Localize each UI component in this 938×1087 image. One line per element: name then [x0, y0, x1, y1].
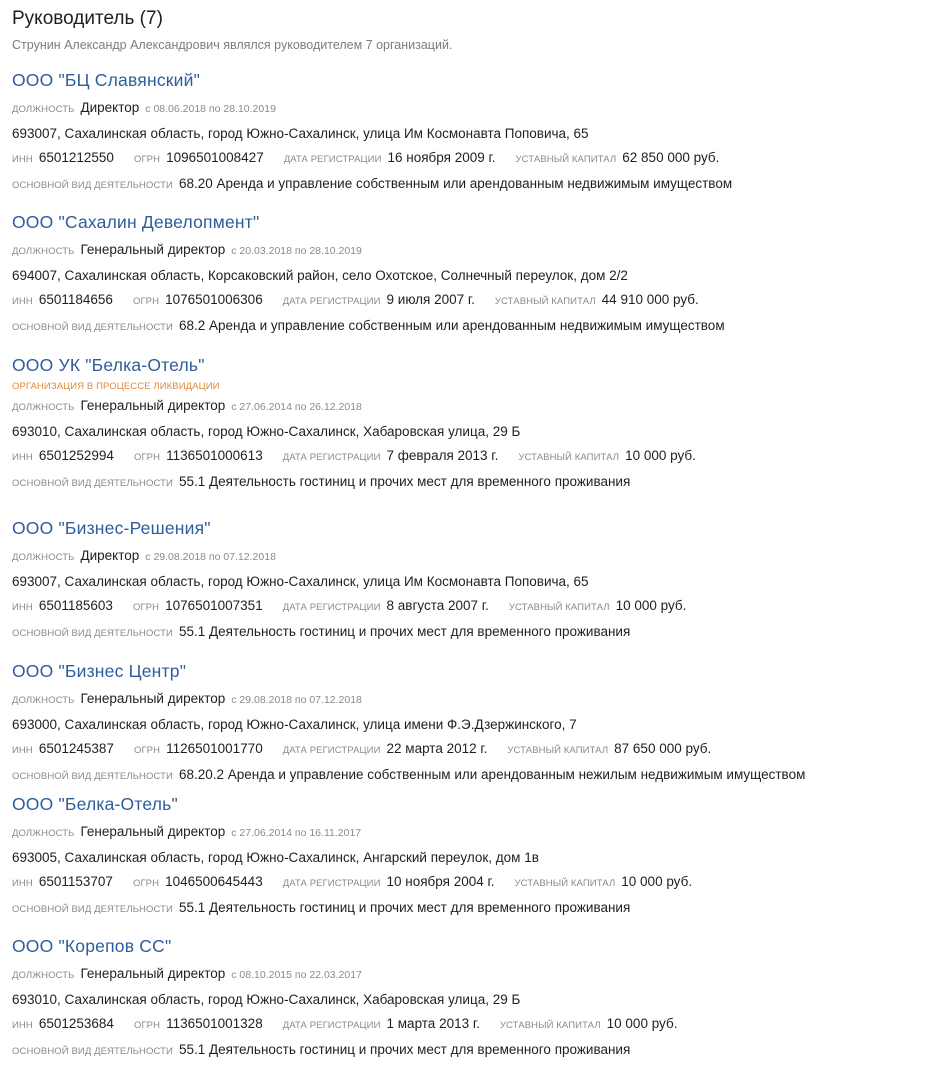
capital-label: УСТАВНЫЙ КАПИТАЛ — [515, 154, 617, 165]
activity-label: ОСНОВНОЙ ВИД ДЕЯТЕЛЬНОСТИ — [12, 628, 173, 639]
activity-label: ОСНОВНОЙ ВИД ДЕЯТЕЛЬНОСТИ — [12, 180, 173, 191]
registry-row — [12, 739, 932, 761]
ogrn-value: 1136501000613 — [166, 448, 263, 463]
ogrn-value: 1096501008427 — [166, 150, 264, 165]
address-value: 694007, Сахалинская область, Корсаковский район, село Охотское, Солнечный переулок, дом 2/2 — [12, 268, 628, 283]
position-value: Генеральный директор — [80, 691, 226, 706]
activity-row — [12, 174, 932, 196]
reg-date-value: 7 февраля 2013 г. — [386, 448, 499, 463]
reg-date-label: ДАТА РЕГИСТРАЦИИ — [282, 296, 381, 307]
reg-date-value: 8 августа 2007 г. — [386, 598, 489, 613]
capital-label: УСТАВНЫЙ КАПИТАЛ — [507, 745, 609, 756]
position-period: с 20.03.2018 по 28.10.2019 — [231, 245, 362, 257]
capital-label: УСТАВНЫЙ КАПИТАЛ — [518, 452, 620, 463]
position-row — [12, 396, 932, 418]
activity-value: 68.2 Аренда и управление собственным или арендованным недвижимым имуществом — [178, 318, 725, 333]
registry-row — [12, 1014, 932, 1036]
capital-value: 10 000 руб. — [621, 874, 693, 889]
position-value: Генеральный директор — [80, 824, 226, 839]
ogrn-label: ОГРН — [133, 452, 161, 463]
capital-value: 10 000 руб. — [606, 1016, 678, 1031]
capital-label: УСТАВНЫЙ КАПИТАЛ — [494, 296, 596, 307]
activity-row — [12, 898, 932, 920]
organization-card — [12, 68, 932, 196]
organization-card — [12, 210, 932, 338]
organization-card — [12, 792, 932, 920]
ogrn-value: 1136501001328 — [166, 1016, 263, 1031]
activity-value: 55.1 Деятельность гостиниц и прочих мест для временного проживания — [178, 1042, 631, 1057]
reg-date-value: 1 марта 2013 г. — [386, 1016, 480, 1031]
address-row — [12, 715, 932, 735]
inn-value: 6501245387 — [38, 741, 114, 756]
address-value: 693007, Сахалинская область, город Южно-Сахалинск, улица Им Космонавта Поповича, 65 — [12, 126, 589, 141]
capital-label: УСТАВНЫЙ КАПИТАЛ — [508, 602, 610, 613]
reg-date-value: 10 ноября 2004 г. — [386, 874, 495, 889]
activity-label: ОСНОВНОЙ ВИД ДЕЯТЕЛЬНОСТИ — [12, 478, 173, 489]
reg-date-value: 9 июля 2007 г. — [386, 292, 475, 307]
activity-value: 68.20.2 Аренда и управление собственным или арендованным нежилым недвижимым имуществом — [178, 767, 806, 782]
activity-row — [12, 1040, 932, 1062]
activity-row — [12, 472, 932, 494]
capital-label: УСТАВНЫЙ КАПИТАЛ — [514, 878, 616, 889]
address-row — [12, 848, 932, 868]
reg-date-value: 16 ноября 2009 г. — [387, 150, 496, 165]
position-value: Директор — [80, 100, 140, 115]
position-row — [12, 689, 932, 711]
inn-label: ИНН — [12, 745, 33, 756]
position-period: с 29.08.2018 по 07.12.2018 — [231, 694, 362, 706]
ogrn-value: 1126501001770 — [166, 741, 263, 756]
address-row — [12, 572, 932, 592]
reg-date-label: ДАТА РЕГИСТРАЦИИ — [282, 878, 381, 889]
reg-date-value: 22 марта 2012 г. — [386, 741, 488, 756]
organization-card — [12, 659, 932, 787]
capital-value: 10 000 руб. — [615, 598, 687, 613]
ogrn-label: ОГРН — [133, 1020, 161, 1031]
activity-row — [12, 622, 932, 644]
address-value: 693010, Сахалинская область, город Южно-Сахалинск, Хабаровская улица, 29 Б — [12, 992, 521, 1007]
reg-date-label: ДАТА РЕГИСТРАЦИИ — [283, 154, 382, 165]
position-row — [12, 98, 932, 120]
organization-name-link[interactable]: ООО "Бизнес Центр" — [12, 661, 187, 681]
inn-value: 6501253684 — [38, 1016, 114, 1031]
capital-value: 62 850 000 руб. — [622, 150, 720, 165]
activity-label: ОСНОВНОЙ ВИД ДЕЯТЕЛЬНОСТИ — [12, 904, 173, 915]
section-title: Руководитель (7) — [12, 8, 163, 29]
address-value: 693000, Сахалинская область, город Южно-Сахалинск, улица имени Ф.Э.Дзержинского, 7 — [12, 717, 577, 732]
reg-date-label: ДАТА РЕГИСТРАЦИИ — [282, 1020, 381, 1031]
position-row — [12, 240, 932, 262]
position-row — [12, 964, 932, 986]
ogrn-label: ОГРН — [133, 745, 161, 756]
capital-value: 44 910 000 руб. — [601, 292, 699, 307]
position-period: с 29.08.2018 по 07.12.2018 — [145, 551, 276, 563]
activity-value: 68.20 Аренда и управление собственным или арендованным недвижимым имуществом — [178, 176, 733, 191]
ogrn-label: ОГРН — [133, 154, 161, 165]
position-label: ДОЛЖНОСТЬ — [12, 552, 75, 563]
liquidation-status-badge: ОРГАНИЗАЦИЯ В ПРОЦЕССЕ ЛИКВИДАЦИИ — [12, 381, 220, 392]
position-row — [12, 546, 932, 568]
position-period: с 27.06.2014 по 26.12.2018 — [231, 401, 362, 413]
position-row — [12, 822, 932, 844]
position-label: ДОЛЖНОСТЬ — [12, 695, 75, 706]
organization-name-link[interactable]: ООО "БЦ Славянский" — [12, 70, 200, 90]
position-period: с 08.10.2015 по 22.03.2017 — [231, 969, 362, 981]
organization-name-link[interactable]: ООО "Корепов СС" — [12, 936, 172, 956]
activity-label: ОСНОВНОЙ ВИД ДЕЯТЕЛЬНОСТИ — [12, 322, 173, 333]
inn-label: ИНН — [12, 602, 33, 613]
reg-date-label: ДАТА РЕГИСТРАЦИИ — [282, 745, 381, 756]
reg-date-label: ДАТА РЕГИСТРАЦИИ — [282, 452, 381, 463]
section-subtitle: Струнин Александр Александрович являлся руководителем 7 организаций. — [12, 38, 453, 52]
reg-date-label: ДАТА РЕГИСТРАЦИИ — [282, 602, 381, 613]
position-label: ДОЛЖНОСТЬ — [12, 104, 75, 115]
inn-value: 6501185603 — [38, 598, 113, 613]
activity-value: 55.1 Деятельность гостиниц и прочих мест для временного проживания — [178, 624, 631, 639]
organization-name-link[interactable]: ООО УК "Белка-Отель" — [12, 355, 205, 375]
address-row — [12, 266, 932, 286]
organization-name-link[interactable]: ООО "Сахалин Девелопмент" — [12, 212, 260, 232]
inn-label: ИНН — [12, 452, 33, 463]
registry-row — [12, 596, 932, 618]
inn-label: ИНН — [12, 878, 33, 889]
inn-value: 6501153707 — [38, 874, 113, 889]
capital-value: 87 650 000 руб. — [614, 741, 712, 756]
leader-section — [12, 6, 932, 1057]
inn-label: ИНН — [12, 154, 33, 165]
position-value: Генеральный директор — [80, 398, 226, 413]
ogrn-label: ОГРН — [132, 296, 160, 307]
address-value: 693007, Сахалинская область, город Южно-Сахалинск, улица Им Космонавта Поповича, 65 — [12, 574, 589, 589]
activity-value: 55.1 Деятельность гостиниц и прочих мест для временного проживания — [178, 900, 631, 915]
ogrn-label: ОГРН — [132, 602, 160, 613]
organization-card — [12, 934, 932, 1062]
registry-row — [12, 872, 932, 894]
activity-label: ОСНОВНОЙ ВИД ДЕЯТЕЛЬНОСТИ — [12, 771, 173, 782]
address-row — [12, 124, 932, 144]
activity-row — [12, 316, 932, 338]
activity-label: ОСНОВНОЙ ВИД ДЕЯТЕЛЬНОСТИ — [12, 1046, 173, 1057]
position-value: Директор — [80, 548, 140, 563]
capital-label: УСТАВНЫЙ КАПИТАЛ — [499, 1020, 601, 1031]
inn-value: 6501184656 — [38, 292, 113, 307]
position-label: ДОЛЖНОСТЬ — [12, 970, 75, 981]
position-value: Генеральный директор — [80, 242, 226, 257]
registry-row — [12, 290, 932, 312]
position-label: ДОЛЖНОСТЬ — [12, 402, 75, 413]
organization-name-link[interactable]: ООО "Белка-Отель" — [12, 794, 178, 814]
position-label: ДОЛЖНОСТЬ — [12, 246, 75, 257]
activity-row — [12, 765, 932, 787]
address-value: 693005, Сахалинская область, город Южно-Сахалинск, Ангарский переулок, дом 1в — [12, 850, 539, 865]
activity-value: 55.1 Деятельность гостиниц и прочих мест для временного проживания — [178, 474, 631, 489]
inn-value: 6501252994 — [38, 448, 114, 463]
position-label: ДОЛЖНОСТЬ — [12, 828, 75, 839]
registry-row — [12, 148, 932, 170]
ogrn-value: 1046500645443 — [165, 874, 263, 889]
position-value: Генеральный директор — [80, 966, 226, 981]
organization-card — [12, 353, 932, 494]
registry-row — [12, 446, 932, 468]
address-row — [12, 422, 932, 442]
organization-card — [12, 516, 932, 644]
ogrn-value: 1076501006306 — [165, 292, 263, 307]
position-period: с 27.06.2014 по 16.11.2017 — [231, 827, 362, 839]
capital-value: 10 000 руб. — [625, 448, 696, 463]
ogrn-label: ОГРН — [132, 878, 160, 889]
ogrn-value: 1076501007351 — [165, 598, 263, 613]
inn-label: ИНН — [12, 296, 33, 307]
address-value: 693010, Сахалинская область, город Южно-Сахалинск, Хабаровская улица, 29 Б — [12, 424, 521, 439]
inn-label: ИНН — [12, 1020, 33, 1031]
organization-name-link[interactable]: ООО "Бизнес-Решения" — [12, 518, 211, 538]
inn-value: 6501212550 — [38, 150, 114, 165]
position-period: с 08.06.2018 по 28.10.2019 — [145, 103, 276, 115]
address-row — [12, 990, 932, 1010]
